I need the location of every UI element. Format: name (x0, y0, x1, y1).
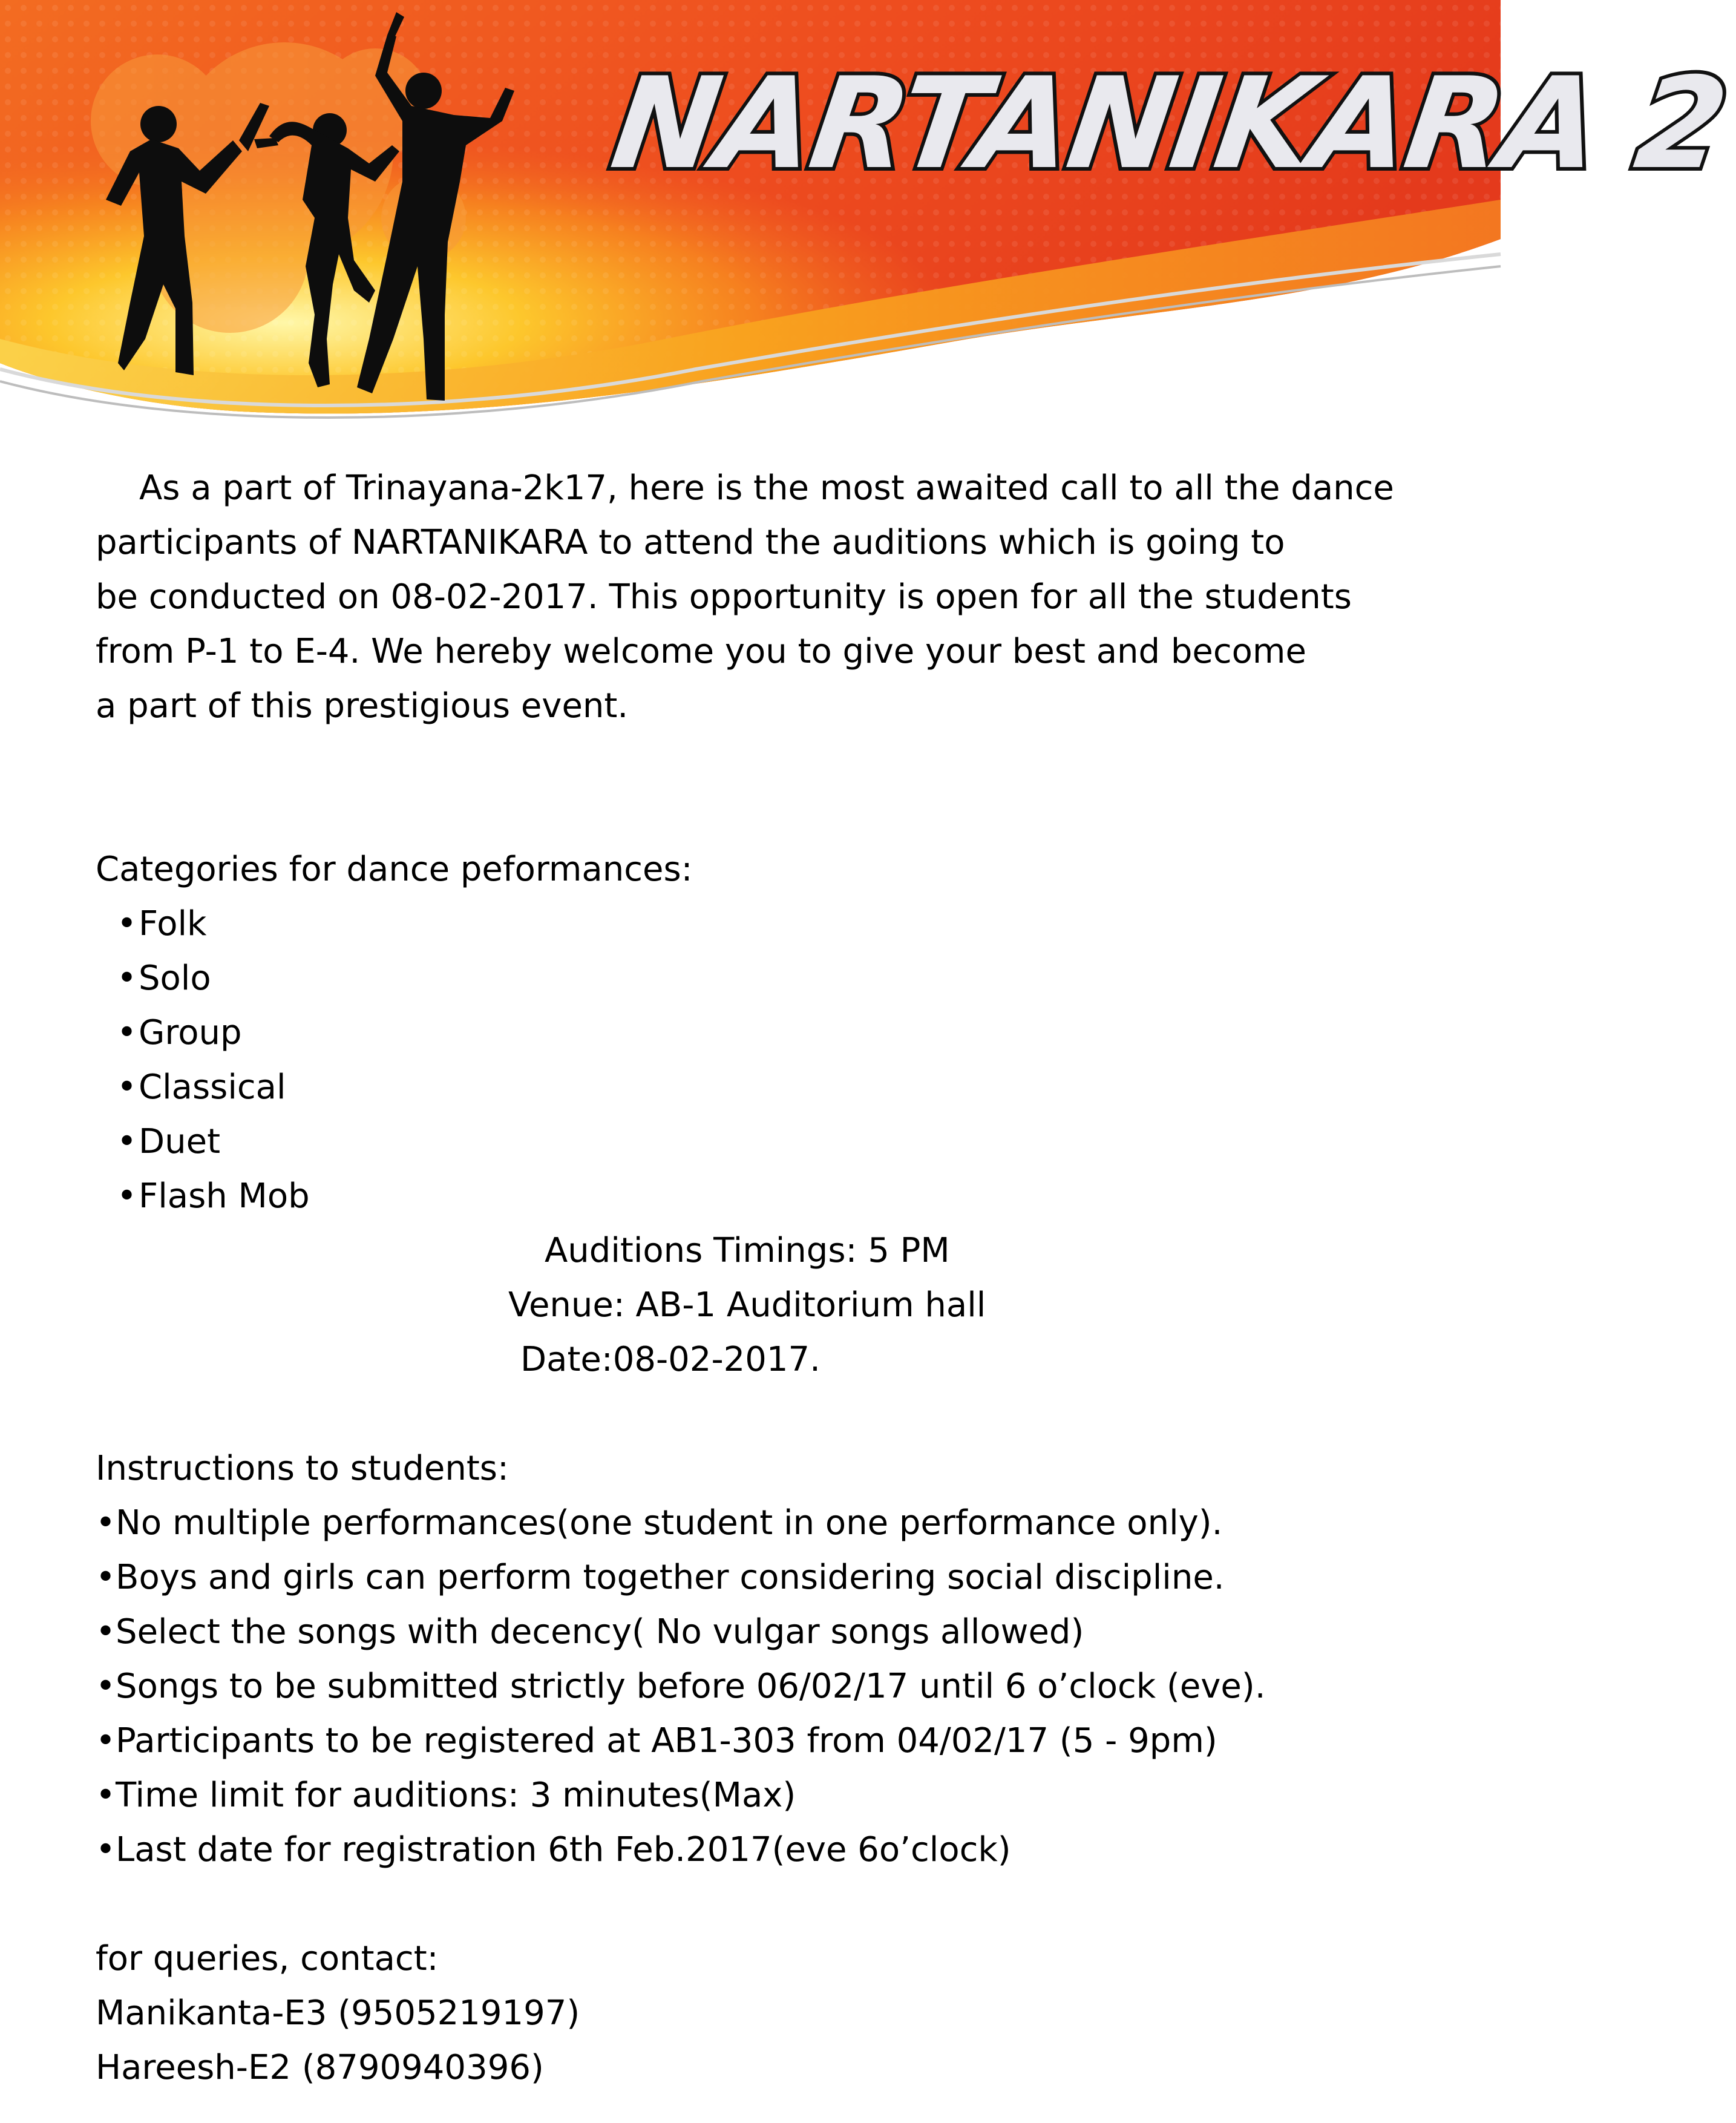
category-label: Group (139, 1013, 242, 1052)
instruction-item: •Last date for registration 6th Feb.2017(eve 6o’clock) (96, 1830, 1011, 1869)
instruction-item: •Songs to be submitted strictly before 06/02/17 until 6 o’clock (eve). (96, 1667, 1266, 1706)
intro-line: be conducted on 08-02-2017. This opportunity is open for all the students (96, 577, 1352, 617)
category-item (117, 951, 310, 1006)
category-item (117, 1169, 310, 1224)
bullet-icon: • (117, 959, 137, 998)
event-title-logo: NARTANIKARA 2 (603, 51, 1734, 197)
category-list (117, 897, 310, 1224)
event-details (472, 1224, 1077, 1387)
intro-line: As a part of Trinayana-2k17, here is the most awaited call to all the dance (139, 468, 1394, 508)
instruction-item: •No multiple performances(one student in one performance only). (96, 1503, 1223, 1543)
instruction-item: •Boys and girls can perform together considering social discipline. (96, 1558, 1225, 1597)
audition-date: Date:08-02-2017. (520, 1340, 821, 1379)
category-label: Classical (139, 1068, 286, 1107)
intro-line: a part of this prestigious event. (96, 686, 629, 726)
category-label: Folk (139, 904, 207, 943)
category-item (117, 1060, 310, 1115)
category-label: Flash Mob (139, 1176, 310, 1216)
contact-section (96, 1932, 580, 2095)
venue: Venue: AB-1 Auditorium hall (508, 1285, 986, 1325)
category-label: Duet (139, 1122, 221, 1161)
category-item (117, 1115, 310, 1169)
contact-person: Manikanta-E3 (9505219197) (96, 1993, 580, 2033)
category-item (117, 897, 310, 951)
bullet-icon: • (117, 1122, 137, 1161)
categories-heading: Categories for dance peformances: (96, 850, 693, 889)
bullet-icon: • (117, 1176, 137, 1216)
bullet-icon: • (117, 1013, 137, 1052)
intro-line: participants of NARTANIKARA to attend the auditions which is going to (96, 523, 1285, 562)
contact-heading: for queries, contact: (96, 1939, 439, 1978)
instruction-item: •Time limit for auditions: 3 minutes(Max) (96, 1776, 796, 1815)
instruction-item: •Select the songs with decency( No vulgar songs allowed) (96, 1612, 1084, 1652)
category-item (117, 1006, 310, 1060)
instructions-heading: Instructions to students: (96, 1449, 509, 1488)
intro-paragraph (96, 461, 1427, 733)
bullet-icon: • (117, 904, 137, 943)
intro-line: from P-1 to E-4. We hereby welcome you to give your best and become (96, 632, 1306, 671)
bullet-icon: • (117, 1068, 137, 1107)
contact-person: Hareesh-E2 (8790940396) (96, 2048, 544, 2087)
instruction-list (96, 1496, 1266, 1877)
audition-timings: Auditions Timings: 5 PM (545, 1231, 950, 1270)
instruction-item: •Participants to be registered at AB1-303 from 04/02/17 (5 - 9pm) (96, 1721, 1217, 1760)
category-label: Solo (139, 959, 211, 998)
